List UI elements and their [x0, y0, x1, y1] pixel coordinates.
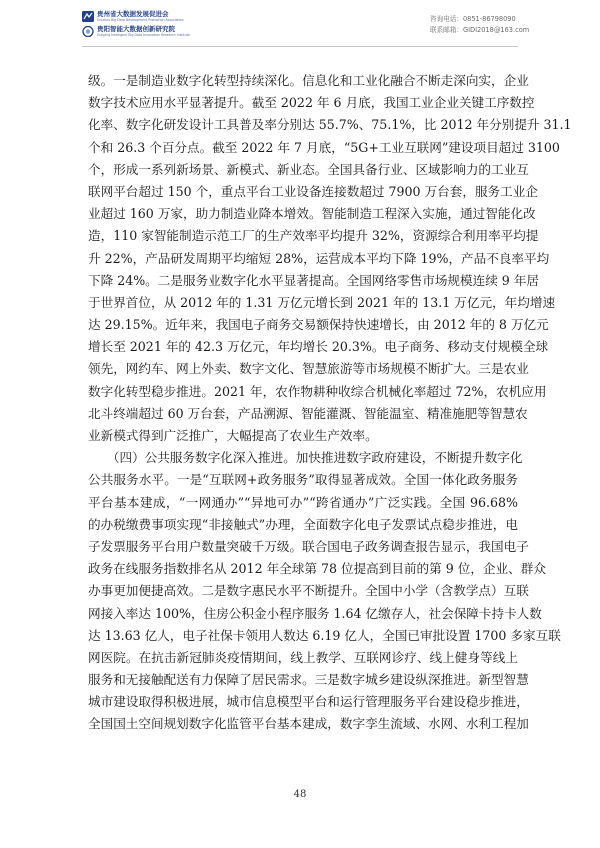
body-line: 城市建设取得积极进展，城市信息模型平台和运行管理服务平台建设稳步推进，: [88, 694, 529, 710]
body-line: 的办税缴费事项实现“非接触式”办理，全面数字化电子发票试点稳步推进，电: [88, 516, 518, 532]
body-line: 领先，网约车、网上外卖、数字文化、智慧旅游等市场规模不断扩大。三是农业: [88, 361, 529, 377]
contact-info: [430, 14, 529, 36]
body-line: 子发票服务平台用户数量突破千万级。联合国电子政务调查报告显示，我国电子: [88, 538, 529, 554]
logo-research-institute: [82, 25, 190, 38]
association-name: 贵州省大数据发展促进会: [97, 10, 169, 18]
institute-logo-icon: [82, 26, 94, 37]
body-line: 数字化转型稳步推进。2021 年，农作物耕种收综合机械化率超过 72%，农机应用: [88, 383, 547, 399]
association-logo-icon: [82, 11, 94, 22]
institute-name: 贵阳智能大数据创新研究院: [97, 25, 175, 33]
association-name-en: Guizhou Big Data Development Promotion Association: [97, 18, 184, 22]
document-body: [88, 70, 572, 736]
body-line: 达 13.63 亿人，电子社保卡领用人数达 6.19 亿人，全国已审批设置 1700 多家互联: [88, 627, 561, 643]
body-line: 服务和无接触配送有力保障了居民需求。三是数字城乡建设纵深推进。新型智慧: [88, 672, 529, 688]
body-line: 办事更加便捷高效。二是数字惠民水平不断提升。全国中小学（含教学点）互联: [88, 583, 529, 599]
body-line: 联网平台超过 150 个，重点平台工业设备连接数超过 7900 万台套，服务工业企: [88, 183, 538, 199]
body-line: 全国国土空间规划数字化监管平台基本建成，数字孪生流域、水网、水利工程加: [88, 716, 529, 732]
institute-name-en: Guiyang Intelligent Big Data Innovation Research Institute: [97, 33, 190, 37]
body-line: 下降 24%。二是服务业数字化水平显著提高。全国网络零售市场规模连续 9 年居: [88, 272, 540, 288]
body-line: 业新模式得到广泛推广，大幅提高了农业生产效率。: [88, 428, 378, 443]
body-line: 北斗终端超过 60 万台套，产品溯源、智能灌溉、智能温室、精准施肥等智慧农: [88, 405, 528, 421]
body-line: 业超过 160 万家，助力制造业降本增效。智能制造工程深入实施，通过智能化改: [88, 206, 536, 222]
body-line: 政务在线服务指数排名从 2012 年全球第 78 位提高到目前的第 9 位，企业、群众: [88, 561, 546, 577]
body-line: 增长至 2021 年的 42.3 万亿元，年均增长 20.3%。电子商务、移动支付规模全球: [88, 339, 549, 355]
body-line: 个，形成一系列新场景、新模式、新业态。全国具备行业、区域影响力的工业互: [88, 161, 529, 177]
body-line: 个和 26.3 个百分点。截至 2022 年 7 月底，“5G+工业互联网”建设项目超过 3100: [88, 139, 560, 155]
section-heading-line: （四）公共服务数字化深入推进。加快推进数字政府建设，不断提升数字化: [88, 450, 523, 466]
body-line: 公共服务水平。一是“互联网+政务服务”取得显著成效。全国一体化政务服务: [88, 472, 518, 488]
body-line: 网医院。在抗击新冠肺炎疫情期间，线上教学、互联网诊疗、线上健身等线上: [88, 649, 518, 665]
body-line: 升 22%，产品研发周期平均缩短 28%，运营成本平均下降 19%，产品不良率平均: [88, 250, 550, 266]
body-line: 数字技术应用水平显著提升。截至 2022 年 6 月底，我国工业企业关键工序数控: [88, 95, 535, 111]
organization-logos: [82, 10, 190, 40]
header-divider: [82, 46, 518, 47]
logo-promotion-association: [82, 10, 190, 23]
contact-email: 联系邮箱：GIDI2018@163.com: [430, 26, 530, 34]
body-line: 平台基本建成，“一网通办”“异地可办”“跨省通办”广泛实践。全国 96.68%: [88, 494, 518, 510]
body-line: 化率、数字化研发设计工具普及率分别达 55.7%、75.1%，比 2012 年分别提升 31.1: [88, 117, 572, 133]
body-line: 达 29.15%。近年来，我国电子商务交易额保持快速增长，由 2012 年的 8 万亿元: [88, 317, 549, 333]
body-line: 网接入率达 100%，住房公积金小程序服务 1.64 亿缴存人，社会保障卡持卡人数: [88, 605, 542, 621]
body-line: 于世界首位，从 2012 年的 1.31 万亿元增长到 2021 年的 13.1 万亿元，年均增速: [88, 294, 556, 310]
page-header: [0, 0, 600, 52]
body-line: 级。一是制造业数字化转型持续深化。信息化和工业化融合不断走深向实，企业: [88, 73, 529, 88]
body-line: 造，110 家智能制造示范工厂的生产效率平均提升 32%，资源综合利用率平均提: [88, 228, 539, 244]
page-number: 48: [293, 789, 307, 800]
contact-phone: 咨询电话：0851-86798090: [430, 15, 516, 23]
